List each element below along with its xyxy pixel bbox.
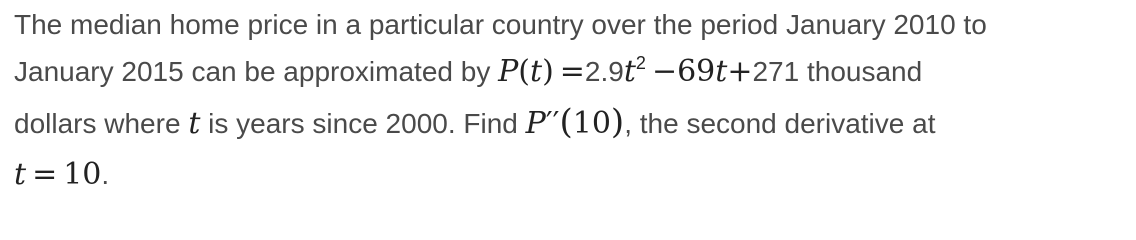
problem-text-2a: January 2015 can be approximated by — [14, 56, 499, 87]
problem-text-2b: thousand — [799, 56, 923, 87]
problem-text-3c: , the second derivative at — [624, 108, 936, 139]
evaluation-point: 10 — [572, 106, 611, 141]
problem-line-2: January 2015 can be approximated by $P(t) =2.9t^2 -69t+271$ thousand — [14, 53, 923, 89]
variable-t-final: t — [14, 157, 27, 192]
term-variable-1: t — [623, 54, 636, 89]
final-period: . — [101, 159, 110, 190]
problem-text-3b: is years since 2000. Find — [200, 108, 526, 139]
t-equals-sign: = — [32, 157, 58, 192]
function-variable: t — [530, 54, 543, 89]
problem-text-3a: dollars where — [14, 108, 189, 139]
minus-operator: − — [651, 54, 678, 89]
constant-c: 271 — [752, 56, 800, 87]
equals-sign: = — [559, 54, 585, 89]
coefficient-b: 69 — [677, 54, 716, 89]
problem-text-1: The median home price in a particular country over the period January 2010 to — [14, 9, 987, 40]
exponent: 2 — [635, 53, 646, 73]
problem-line-3: dollars where t is years since 2000. Find P′′(10), the second derivative at — [14, 102, 936, 142]
second-derivative-name: P — [525, 106, 546, 141]
t-value: 10 — [63, 157, 102, 192]
problem-line-1 — [14, 0, 987, 50]
term-variable-2: t — [715, 54, 728, 89]
plus-operator: + — [727, 54, 753, 89]
variable-t: t — [188, 106, 201, 141]
function-name: P — [498, 54, 519, 89]
problem-line-4 — [14, 150, 109, 200]
double-prime: ′′ — [545, 106, 560, 141]
coefficient-a: 2.9 — [584, 56, 624, 87]
